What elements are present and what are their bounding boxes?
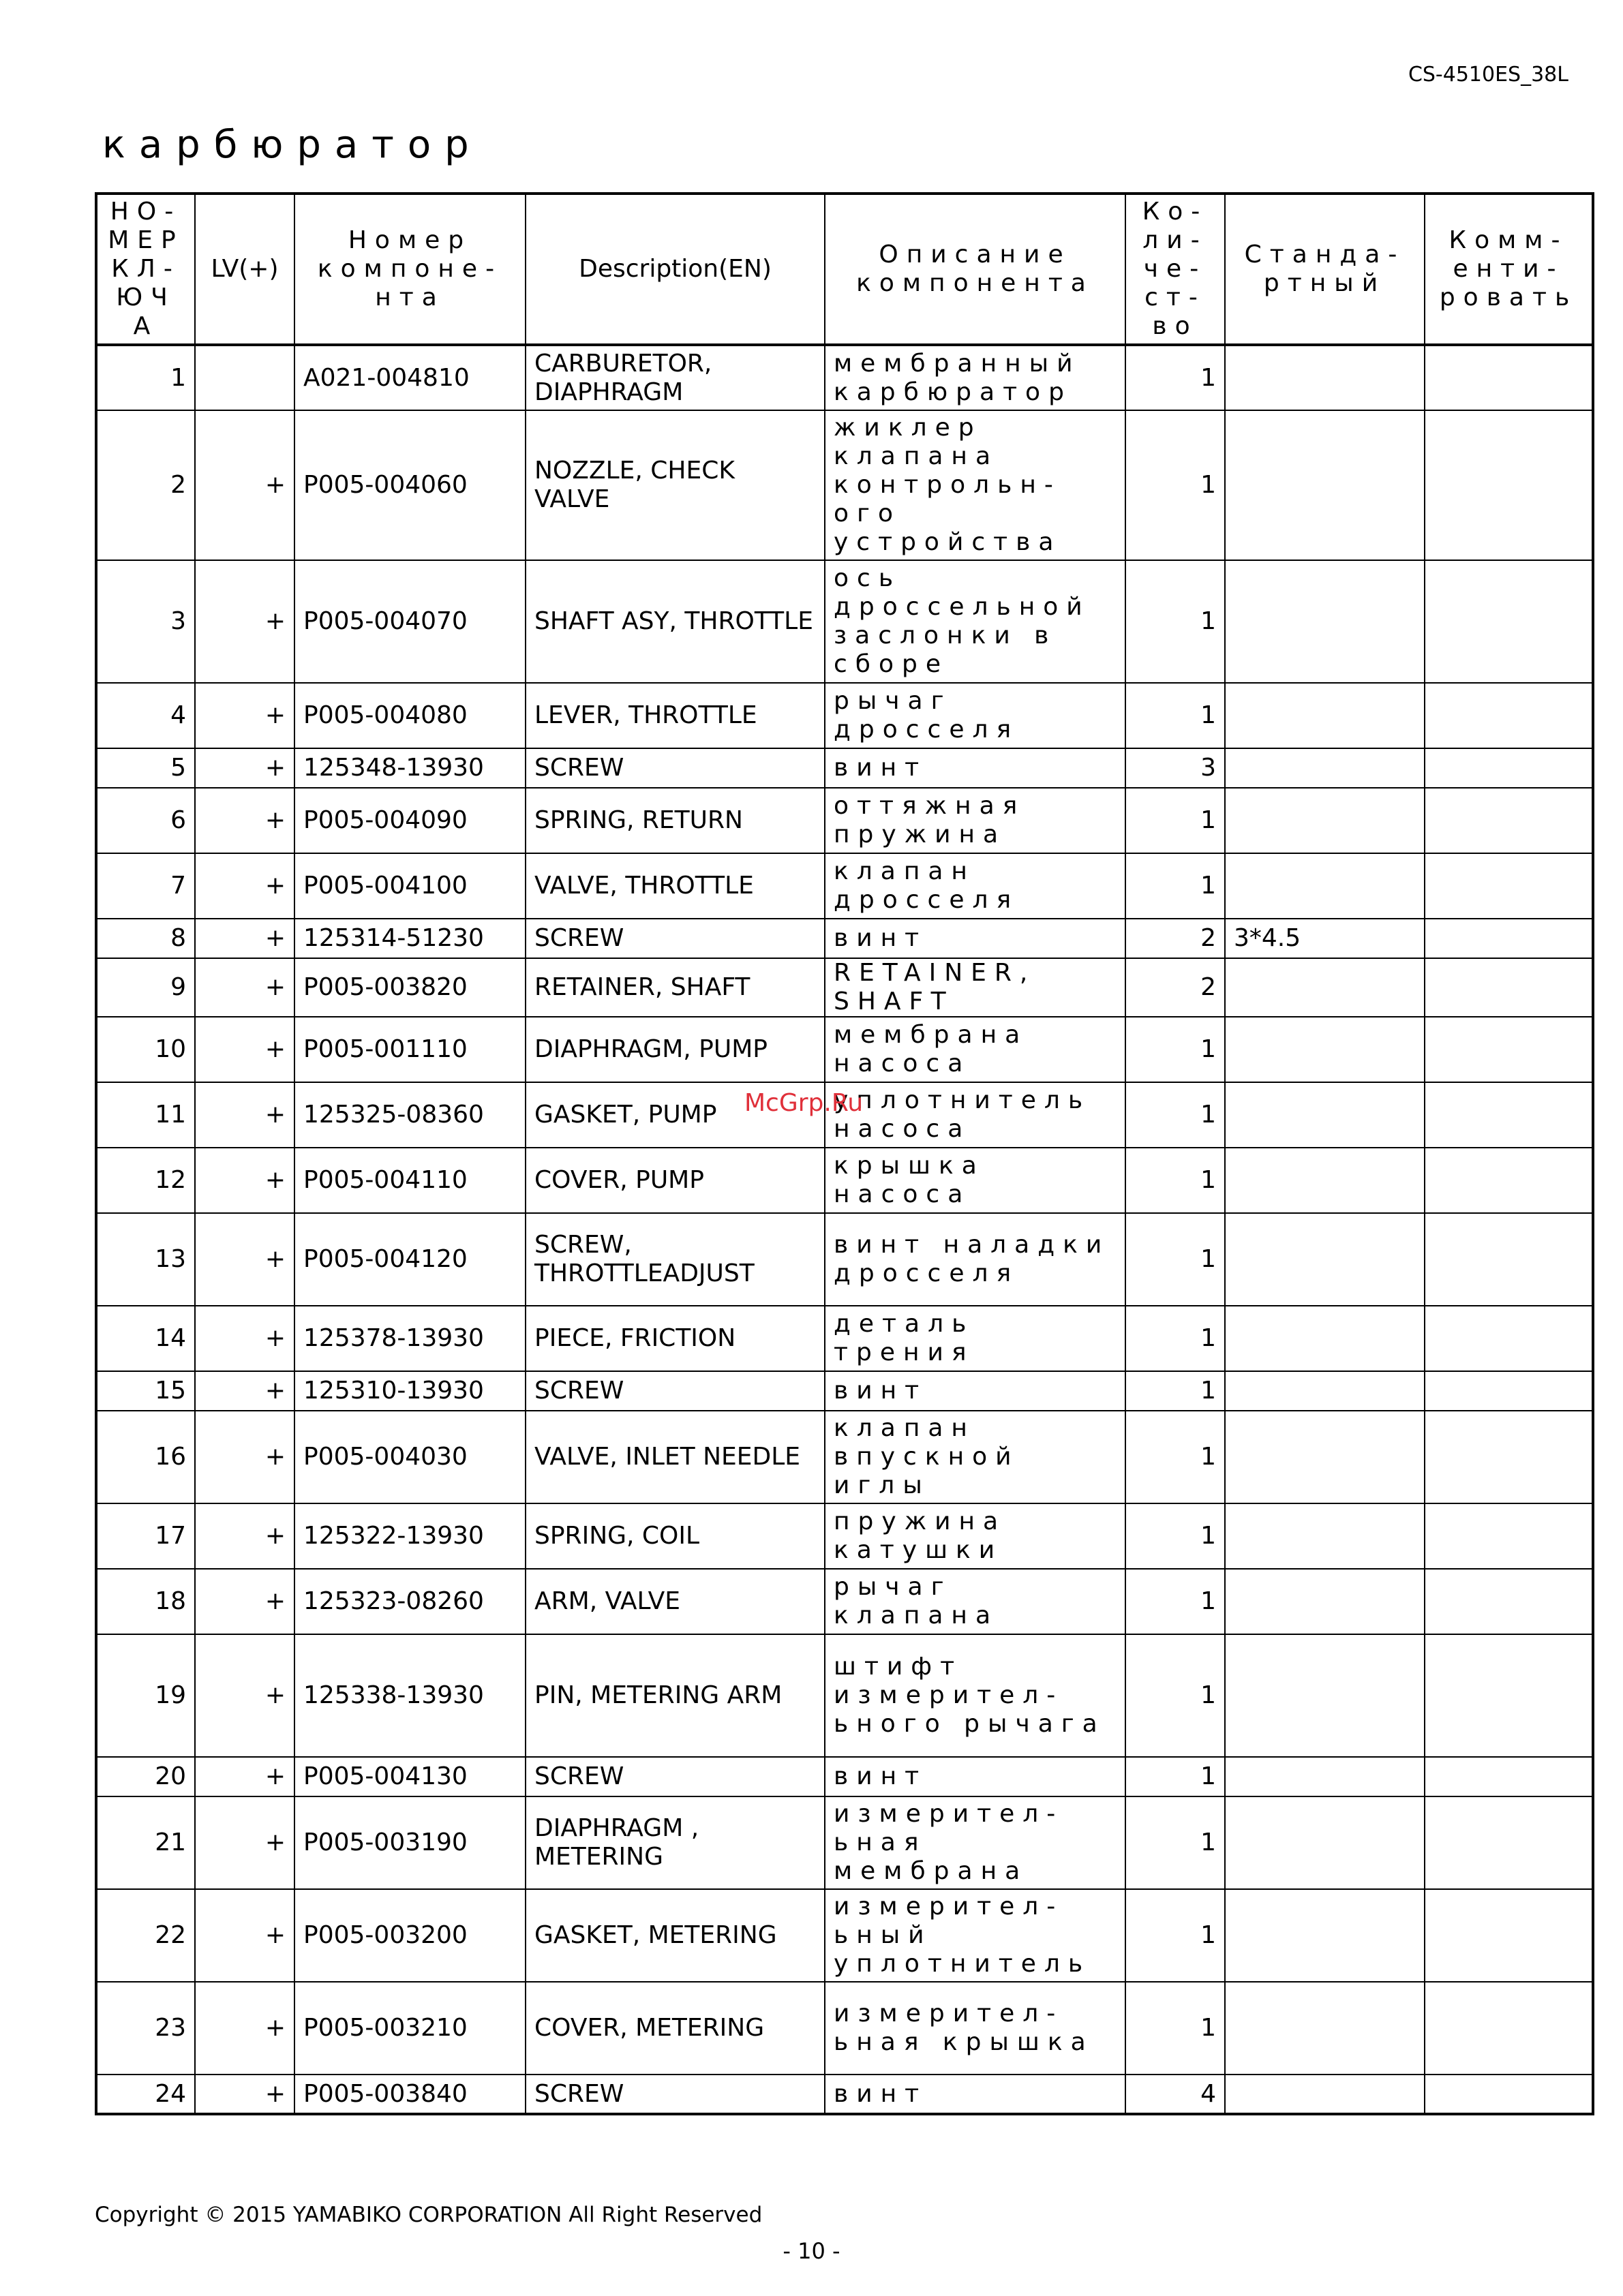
key-number-cell: 5: [96, 748, 195, 788]
header-description-ru: Описание компонента: [825, 194, 1125, 345]
description-ru-cell: рычаг дросселя: [825, 683, 1125, 748]
description-en-cell: RETAINER, SHAFT: [526, 958, 825, 1017]
comment-cell: [1425, 560, 1593, 683]
description-en-cell: SCREW, THROTTLEADJUST: [526, 1213, 825, 1306]
header-part-number: Номер компоне-нта: [294, 194, 526, 345]
description-en-cell: DIAPHRAGM, PUMP: [526, 1017, 825, 1082]
key-number-cell: 21: [96, 1796, 195, 1889]
description-en-cell: VALVE, INLET NEEDLE: [526, 1411, 825, 1503]
comment-cell: [1425, 2075, 1593, 2114]
part-number-cell: 125322-13930: [294, 1503, 526, 1569]
comment-cell: [1425, 748, 1593, 788]
lv-cell: +: [195, 1017, 294, 1082]
table-row: [96, 410, 1593, 560]
comment-cell: [1425, 683, 1593, 748]
lv-cell: +: [195, 1796, 294, 1889]
description-ru-cell: винт: [825, 1757, 1125, 1796]
description-ru-cell: мембранный карбюратор: [825, 345, 1125, 410]
part-number-cell: P005-003190: [294, 1796, 526, 1889]
comment-cell: [1425, 1017, 1593, 1082]
lv-cell: +: [195, 1503, 294, 1569]
part-number-cell: P005-003820: [294, 958, 526, 1017]
lv-cell: +: [195, 1634, 294, 1757]
lv-cell: +: [195, 1757, 294, 1796]
description-ru-cell: штифт измерител-ьного рычага: [825, 1634, 1125, 1757]
quantity-cell: 1: [1125, 1503, 1225, 1569]
key-number-cell: 10: [96, 1017, 195, 1082]
table-row: [96, 958, 1593, 1017]
table-row: [96, 748, 1593, 788]
table-row: [96, 1306, 1593, 1371]
standard-cell: [1225, 853, 1425, 919]
description-en-cell: GASKET, METERING: [526, 1889, 825, 1982]
key-number-cell: 22: [96, 1889, 195, 1982]
standard-cell: [1225, 788, 1425, 853]
table-header-row: [96, 194, 1593, 345]
comment-cell: [1425, 410, 1593, 560]
quantity-cell: 1: [1125, 560, 1225, 683]
table-row: [96, 1634, 1593, 1757]
description-en-cell: SHAFT ASY, THROTTLE: [526, 560, 825, 683]
description-ru-cell: жиклер клапана контрольн-ого устройства: [825, 410, 1125, 560]
description-ru-cell: пружина катушки: [825, 1503, 1125, 1569]
comment-cell: [1425, 1889, 1593, 1982]
quantity-cell: 1: [1125, 683, 1225, 748]
standard-cell: [1225, 1889, 1425, 1982]
part-number-cell: 125325-08360: [294, 1082, 526, 1148]
part-number-cell: P005-001110: [294, 1017, 526, 1082]
description-ru-cell: крышка насоса: [825, 1148, 1125, 1213]
standard-cell: [1225, 1148, 1425, 1213]
part-number-cell: P005-003840: [294, 2075, 526, 2114]
part-number-cell: 125323-08260: [294, 1569, 526, 1634]
description-ru-cell: измерител-ьная крышка: [825, 1982, 1125, 2075]
key-number-cell: 19: [96, 1634, 195, 1757]
comment-cell: [1425, 788, 1593, 853]
key-number-cell: 16: [96, 1411, 195, 1503]
key-number-cell: 17: [96, 1503, 195, 1569]
table-row: [96, 1757, 1593, 1796]
header-description-en: Description(EN): [526, 194, 825, 345]
header-key-number: НО-МЕР КЛ-ЮЧА: [96, 194, 195, 345]
quantity-cell: 1: [1125, 1017, 1225, 1082]
key-number-cell: 2: [96, 410, 195, 560]
description-en-cell: PIECE, FRICTION: [526, 1306, 825, 1371]
comment-cell: [1425, 345, 1593, 410]
part-number-cell: P005-004070: [294, 560, 526, 683]
description-en-cell: ARM, VALVE: [526, 1569, 825, 1634]
lv-cell: +: [195, 1148, 294, 1213]
quantity-cell: 1: [1125, 1213, 1225, 1306]
table-row: [96, 1017, 1593, 1082]
comment-cell: [1425, 1503, 1593, 1569]
standard-cell: [1225, 2075, 1425, 2114]
standard-cell: [1225, 1213, 1425, 1306]
standard-cell: [1225, 345, 1425, 410]
quantity-cell: 1: [1125, 1757, 1225, 1796]
standard-cell: 3*4.5: [1225, 919, 1425, 958]
key-number-cell: 15: [96, 1371, 195, 1411]
header-quantity: Ко-ли-че-ст-во: [1125, 194, 1225, 345]
part-number-cell: P005-004080: [294, 683, 526, 748]
page-number: - 10 -: [783, 2238, 840, 2264]
standard-cell: [1225, 1796, 1425, 1889]
standard-cell: [1225, 1982, 1425, 2075]
part-number-cell: 125338-13930: [294, 1634, 526, 1757]
lv-cell: +: [195, 1082, 294, 1148]
comment-cell: [1425, 919, 1593, 958]
table-row: [96, 788, 1593, 853]
lv-cell: +: [195, 1889, 294, 1982]
header-standard: Станда-ртный: [1225, 194, 1425, 345]
description-en-cell: SCREW: [526, 748, 825, 788]
description-en-cell: GASKET, PUMP: [526, 1082, 825, 1148]
description-ru-cell: измерител-ьный уплотнитель: [825, 1889, 1125, 1982]
lv-cell: +: [195, 788, 294, 853]
standard-cell: [1225, 1634, 1425, 1757]
description-en-cell: SCREW: [526, 2075, 825, 2114]
parts-table: [95, 192, 1594, 2115]
description-en-cell: SPRING, COIL: [526, 1503, 825, 1569]
table-row: [96, 1569, 1593, 1634]
table-row: [96, 1503, 1593, 1569]
standard-cell: [1225, 410, 1425, 560]
part-number-cell: 125348-13930: [294, 748, 526, 788]
description-ru-cell: уплотнитель насоса: [825, 1082, 1125, 1148]
description-ru-cell: деталь трения: [825, 1306, 1125, 1371]
description-en-cell: NOZZLE, CHECK VALVE: [526, 410, 825, 560]
standard-cell: [1225, 748, 1425, 788]
standard-cell: [1225, 1306, 1425, 1371]
description-ru-cell: измерител-ьная мембрана: [825, 1796, 1125, 1889]
quantity-cell: 1: [1125, 1306, 1225, 1371]
description-ru-cell: RETAINER, SHAFT: [825, 958, 1125, 1017]
key-number-cell: 11: [96, 1082, 195, 1148]
quantity-cell: 1: [1125, 1411, 1225, 1503]
description-en-cell: COVER, PUMP: [526, 1148, 825, 1213]
description-en-cell: CARBURETOR, DIAPHRAGM: [526, 345, 825, 410]
description-ru-cell: рычаг клапана: [825, 1569, 1125, 1634]
standard-cell: [1225, 1017, 1425, 1082]
standard-cell: [1225, 1569, 1425, 1634]
lv-cell: +: [195, 2075, 294, 2114]
quantity-cell: 1: [1125, 853, 1225, 919]
key-number-cell: 8: [96, 919, 195, 958]
table-row: [96, 1371, 1593, 1411]
quantity-cell: 1: [1125, 1982, 1225, 2075]
table-row: [96, 1982, 1593, 2075]
quantity-cell: 3: [1125, 748, 1225, 788]
key-number-cell: 1: [96, 345, 195, 410]
part-number-cell: P005-004060: [294, 410, 526, 560]
lv-cell: +: [195, 560, 294, 683]
lv-cell: +: [195, 1213, 294, 1306]
description-ru-cell: оттяжная пружина: [825, 788, 1125, 853]
table-row: [96, 1213, 1593, 1306]
description-ru-cell: клапан дросселя: [825, 853, 1125, 919]
table-row: [96, 345, 1593, 410]
description-ru-cell: винт наладки дросселя: [825, 1213, 1125, 1306]
table-row: [96, 853, 1593, 919]
comment-cell: [1425, 1371, 1593, 1411]
key-number-cell: 6: [96, 788, 195, 853]
lv-cell: +: [195, 1306, 294, 1371]
lv-cell: +: [195, 1569, 294, 1634]
lv-cell: +: [195, 919, 294, 958]
lv-cell: +: [195, 1371, 294, 1411]
part-number-cell: P005-004100: [294, 853, 526, 919]
table-row: [96, 1148, 1593, 1213]
quantity-cell: 1: [1125, 1796, 1225, 1889]
comment-cell: [1425, 1148, 1593, 1213]
quantity-cell: 1: [1125, 1569, 1225, 1634]
standard-cell: [1225, 560, 1425, 683]
part-number-cell: A021-004810: [294, 345, 526, 410]
comment-cell: [1425, 1634, 1593, 1757]
key-number-cell: 18: [96, 1569, 195, 1634]
table-row: [96, 2075, 1593, 2114]
comment-cell: [1425, 1569, 1593, 1634]
table-row: [96, 683, 1593, 748]
standard-cell: [1225, 683, 1425, 748]
quantity-cell: 1: [1125, 1889, 1225, 1982]
comment-cell: [1425, 1411, 1593, 1503]
watermark: McGrp.Ru: [744, 1089, 864, 1117]
standard-cell: [1225, 958, 1425, 1017]
comment-cell: [1425, 1982, 1593, 2075]
lv-cell: +: [195, 1411, 294, 1503]
comment-cell: [1425, 958, 1593, 1017]
description-en-cell: SPRING, RETURN: [526, 788, 825, 853]
table-row: [96, 919, 1593, 958]
lv-cell: +: [195, 683, 294, 748]
quantity-cell: 4: [1125, 2075, 1225, 2114]
standard-cell: [1225, 1411, 1425, 1503]
description-ru-cell: винт: [825, 1371, 1125, 1411]
key-number-cell: 3: [96, 560, 195, 683]
quantity-cell: 1: [1125, 1148, 1225, 1213]
page-title: карбюратор: [102, 123, 483, 167]
quantity-cell: 1: [1125, 1634, 1225, 1757]
standard-cell: [1225, 1082, 1425, 1148]
document-code: CS-4510ES_38L: [1408, 63, 1568, 87]
table-row: [96, 1889, 1593, 1982]
key-number-cell: 20: [96, 1757, 195, 1796]
quantity-cell: 1: [1125, 1082, 1225, 1148]
description-ru-cell: ось дроссельной заслонки в сборе: [825, 560, 1125, 683]
lv-cell: +: [195, 853, 294, 919]
key-number-cell: 9: [96, 958, 195, 1017]
key-number-cell: 23: [96, 1982, 195, 2075]
part-number-cell: 125314-51230: [294, 919, 526, 958]
header-lv: LV(+): [195, 194, 294, 345]
standard-cell: [1225, 1503, 1425, 1569]
description-ru-cell: винт: [825, 748, 1125, 788]
part-number-cell: 125310-13930: [294, 1371, 526, 1411]
part-number-cell: P005-003200: [294, 1889, 526, 1982]
part-number-cell: P005-004130: [294, 1757, 526, 1796]
description-ru-cell: винт: [825, 2075, 1125, 2114]
lv-cell: +: [195, 748, 294, 788]
key-number-cell: 13: [96, 1213, 195, 1306]
description-ru-cell: клапан впускной иглы: [825, 1411, 1125, 1503]
part-number-cell: P005-004090: [294, 788, 526, 853]
quantity-cell: 1: [1125, 788, 1225, 853]
description-en-cell: SCREW: [526, 919, 825, 958]
description-en-cell: DIAPHRAGM , METERING: [526, 1796, 825, 1889]
comment-cell: [1425, 853, 1593, 919]
table-row: [96, 1411, 1593, 1503]
quantity-cell: 2: [1125, 958, 1225, 1017]
quantity-cell: 1: [1125, 410, 1225, 560]
comment-cell: [1425, 1757, 1593, 1796]
part-number-cell: 125378-13930: [294, 1306, 526, 1371]
part-number-cell: P005-004030: [294, 1411, 526, 1503]
standard-cell: [1225, 1371, 1425, 1411]
description-en-cell: LEVER, THROTTLE: [526, 683, 825, 748]
lv-cell: +: [195, 410, 294, 560]
copyright-notice: Copyright © 2015 YAMABIKO CORPORATION All Right Reserved: [95, 2203, 763, 2227]
description-en-cell: COVER, METERING: [526, 1982, 825, 2075]
comment-cell: [1425, 1082, 1593, 1148]
comment-cell: [1425, 1796, 1593, 1889]
key-number-cell: 24: [96, 2075, 195, 2114]
description-en-cell: PIN, METERING ARM: [526, 1634, 825, 1757]
description-ru-cell: мембрана насоса: [825, 1017, 1125, 1082]
part-number-cell: P005-004120: [294, 1213, 526, 1306]
comment-cell: [1425, 1213, 1593, 1306]
description-en-cell: VALVE, THROTTLE: [526, 853, 825, 919]
key-number-cell: 12: [96, 1148, 195, 1213]
part-number-cell: P005-004110: [294, 1148, 526, 1213]
part-number-cell: P005-003210: [294, 1982, 526, 2075]
lv-cell: +: [195, 958, 294, 1017]
standard-cell: [1225, 1757, 1425, 1796]
key-number-cell: 4: [96, 683, 195, 748]
comment-cell: [1425, 1306, 1593, 1371]
quantity-cell: 1: [1125, 1371, 1225, 1411]
quantity-cell: 1: [1125, 345, 1225, 410]
header-comment: Комм-енти-ровать: [1425, 194, 1593, 345]
lv-cell: [195, 345, 294, 410]
description-en-cell: SCREW: [526, 1371, 825, 1411]
key-number-cell: 7: [96, 853, 195, 919]
key-number-cell: 14: [96, 1306, 195, 1371]
description-en-cell: SCREW: [526, 1757, 825, 1796]
lv-cell: +: [195, 1982, 294, 2075]
table-row: [96, 1796, 1593, 1889]
description-ru-cell: винт: [825, 919, 1125, 958]
quantity-cell: 2: [1125, 919, 1225, 958]
table-row: [96, 560, 1593, 683]
